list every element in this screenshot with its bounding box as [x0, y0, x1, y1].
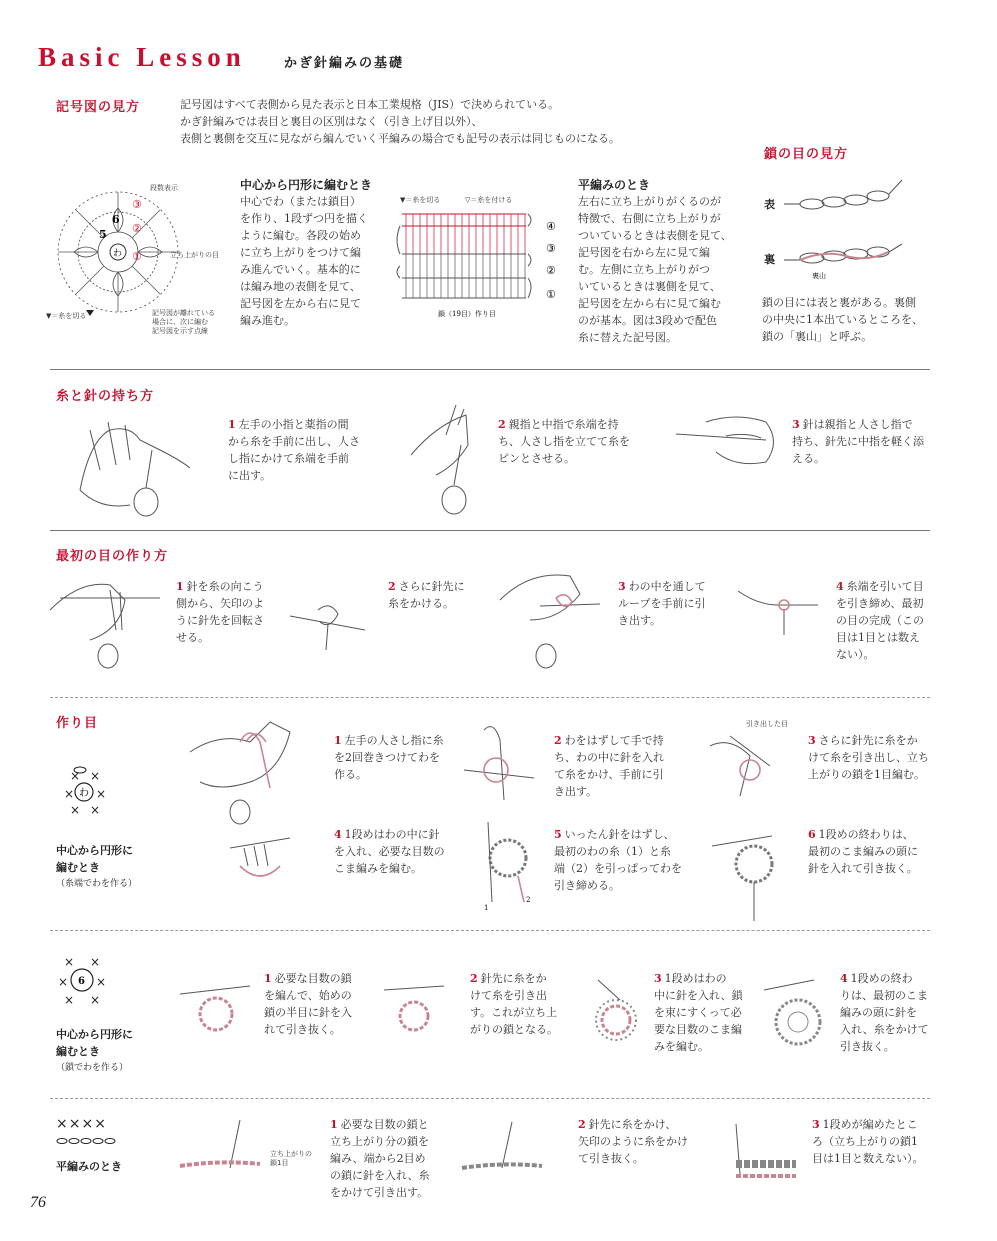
step-number: 4 [334, 828, 342, 841]
step-number: 3 [654, 972, 662, 985]
step-line: わの中を通して [628, 580, 706, 593]
step-number: 3 [792, 418, 800, 431]
chain-row-symbol [56, 1138, 116, 1144]
round-number: 6 [112, 213, 120, 226]
step-line: の鎖に針を入れ、糸 [330, 1169, 430, 1182]
foundation-illustration-6 [712, 826, 792, 921]
label-line: 編むとき [56, 861, 100, 874]
label-line: 中心から円形に [56, 844, 133, 857]
ring-yarn-label [56, 842, 137, 893]
step-line: 1段めはわの [664, 972, 727, 985]
ring-chain-symbol [52, 948, 118, 1014]
round-title: 中心から円形に編むとき [240, 178, 373, 192]
first-stitch-illustration-1 [50, 570, 170, 670]
step-number: 6 [808, 828, 816, 841]
step-line: 目は1目とは数え [836, 631, 920, 644]
step-line: 矢印のように糸をかけ [578, 1135, 688, 1148]
step-number: 2 [578, 1118, 586, 1131]
step-line: 針を糸の向こう [186, 580, 264, 593]
divider [50, 697, 930, 698]
chain-ring-illustration-1 [180, 972, 260, 1042]
divider [50, 530, 930, 531]
divider [50, 930, 930, 931]
step-line: 針は親指と人さし指で [802, 418, 913, 431]
first-step-1 [176, 578, 276, 646]
step-line: 針先に糸をか [480, 972, 547, 985]
holding-step-2 [498, 416, 658, 467]
chain-heading: 鎖の目の見方 [764, 147, 849, 162]
chain-illustration [784, 180, 914, 280]
step-line: 1段めの終わ [850, 972, 913, 985]
flat-symbol: ×××× [56, 1116, 107, 1132]
flat-illustration-2 [462, 1122, 572, 1182]
text-line: 鎖の目には表と裏がある。裏側 [762, 296, 916, 309]
holding-step-3 [792, 416, 942, 467]
round-number: 5 [99, 228, 107, 241]
step-line: ない）。 [836, 648, 875, 661]
step-line: こま編みを編む。 [334, 862, 422, 875]
step-line: りは、最初のこま [840, 989, 928, 1002]
step-line: を2回巻きつけてわを [334, 751, 440, 764]
text-line: 左右に立ち上がりがくるのが [578, 195, 721, 208]
ring-yarn-step-4 [334, 826, 464, 877]
foundation-illustration-3 [710, 726, 800, 816]
svg-text:×: × [90, 955, 101, 969]
thread-label: 1 [484, 904, 489, 912]
step-line: 中に針を入れ、鎖 [654, 989, 743, 1002]
first-step-4 [836, 578, 946, 663]
step-line: て糸をかけ、手前に引 [554, 768, 664, 781]
step-line: をかけて引き出す。 [330, 1186, 429, 1199]
svg-text:×: × [70, 803, 81, 817]
text-line: いているときは裏側を見て、 [578, 280, 721, 293]
step-line: せる。 [176, 631, 209, 644]
step-line: 左手の小指と薬指の間 [238, 418, 349, 431]
svg-text:×: × [96, 975, 107, 989]
flat-step-1 [330, 1116, 470, 1201]
step-line: から糸を手前に出し、人さ [228, 435, 360, 448]
step-line: 編み、端から2目め [330, 1152, 426, 1165]
ring-center-label: わ [79, 788, 89, 799]
step-line: 持ち、針先に中指を軽く添 [792, 435, 924, 448]
step-line: 針を入れて引き抜く。 [808, 862, 918, 875]
step-line: 側から、矢印のよ [176, 597, 264, 610]
step-line: さらに針先に糸をか [818, 734, 918, 747]
flat-step-3 [812, 1116, 952, 1167]
note-line: 場合に、次に編む [152, 318, 208, 326]
cut-thread-icon [86, 310, 94, 316]
intro-line: 記号図はすべて表側から見た表示と日本工業規格（JIS）で決められている。 [180, 98, 560, 111]
step-line: 入れ、糸をかけて [840, 1023, 929, 1036]
step-line: さらに針先に [398, 580, 465, 593]
text-line: 中心でわ（または鎖目） [240, 195, 361, 208]
row-number: ③ [546, 242, 556, 255]
text-line: 編み進む。 [240, 314, 295, 327]
ring-center-label: 6 [78, 976, 85, 987]
step-line: 端（2）を引っぱってわを [554, 862, 682, 875]
text-line: む。左側に立ち上がりがつ [578, 263, 710, 276]
round-number: ② [132, 222, 142, 235]
label-paren: （鎖でわを作る） [56, 1063, 129, 1073]
hook-hand-illustration [676, 412, 786, 472]
step-line: て引き抜く。 [578, 1152, 644, 1165]
legend-join: ▽＝糸を付ける [465, 196, 513, 204]
step-line: ち、人さし指を立てて糸を [498, 435, 630, 448]
note-line: 記号図を示す点線 [152, 327, 208, 335]
step-number: 1 [334, 734, 342, 747]
step-line: 引き抜く。 [840, 1040, 895, 1053]
svg-text:×: × [90, 769, 101, 783]
foundation-illustration-4 [230, 826, 310, 896]
ring-yarn-step-1 [334, 732, 464, 783]
text-line: 記号図を左から右に見て [240, 297, 361, 310]
flat-chart-diagram [398, 208, 568, 318]
note-line: 記号図が離れている [152, 309, 215, 317]
text-line: み進んでいく。基本的に [240, 263, 361, 276]
step-line: す。これが立ち上 [470, 1006, 558, 1019]
label-line: 立ち上がりの [270, 1150, 312, 1158]
step-number: 2 [388, 580, 396, 593]
step-line: 必要な目数の鎖 [274, 972, 352, 985]
step-line: ピンとさせる。 [498, 452, 575, 465]
hand-illustration [70, 410, 200, 520]
step-line: 1段めはわの中に針 [344, 828, 440, 841]
step-line: 目は1目と数えない）。 [812, 1152, 924, 1165]
step-line: いったん針をはずし、 [564, 828, 675, 841]
svg-text:×: × [64, 955, 75, 969]
text-line: 糸に替えた記号図。 [578, 331, 677, 344]
text-line: 記号図を右から左に見て編 [578, 246, 710, 259]
text-line: ついているときは表側を見て、 [578, 229, 732, 242]
round-text [240, 193, 390, 329]
step-line: き出す。 [554, 785, 598, 798]
label-paren: （糸端でわを作る） [56, 879, 138, 889]
page-title: Basic Lesson [38, 42, 246, 72]
foundation-label: 鎖（19目）作り目 [438, 310, 496, 318]
step-number: 3 [618, 580, 626, 593]
holding-step-1 [228, 416, 388, 484]
first-stitch-illustration-3 [500, 570, 610, 670]
step-line: 上がりの鎖を1目編む。 [808, 768, 925, 781]
divider [50, 369, 930, 370]
step-line: 最初のこま編みの頭に [808, 845, 918, 858]
section-heading-first-stitch: 最初の目の作り方 [56, 549, 169, 564]
row-number: ② [546, 264, 556, 277]
flat-label: 平編みのとき [56, 1160, 122, 1173]
label-dotted-note [152, 309, 215, 336]
svg-text:×: × [58, 975, 69, 989]
step-line: える。 [792, 452, 825, 465]
foundation-illustration-5 [478, 822, 548, 912]
step-number: 2 [498, 418, 506, 431]
step-line: 糸をかける。 [388, 597, 454, 610]
step-line: 必要な目数の鎖と [340, 1118, 429, 1131]
step-number: 4 [836, 580, 844, 593]
section-heading-foundation: 作り目 [56, 716, 99, 731]
foundation-illustration-1 [190, 712, 320, 822]
text-line: を作り、1段ずつ円を描く [240, 212, 368, 225]
step-line: き出す。 [618, 614, 662, 627]
step-line: うに針先を回転さ [176, 614, 264, 627]
label-row-number: 段数表示 [150, 184, 178, 192]
label-line: 中心から円形に [56, 1028, 133, 1041]
text-line: のが基本。図は3段めで配色 [578, 314, 717, 327]
text-line: 記号図を左から右に見て編む [578, 297, 721, 310]
step-line: けて糸を引き出し、立ち [808, 751, 929, 764]
step-line: 作る。 [334, 768, 367, 781]
row-number: ① [546, 288, 556, 301]
step-line: 編みの頭に針を [840, 1006, 917, 1019]
ring-yarn-step-2 [554, 732, 694, 800]
step-number: 1 [228, 418, 236, 431]
page-subtitle: かぎ針編みの基礎 [284, 56, 405, 71]
text-line: に立ち上がりをつけて編 [240, 246, 361, 259]
back-bump-label: 裏山 [812, 272, 826, 280]
label-cut-thread: ▼＝糸を切る [46, 312, 87, 320]
label-standing-stitch: 立ち上がりの目 [170, 251, 219, 259]
label-line: 編むとき [56, 1045, 100, 1058]
step-line: 1段めが編めたとこ [822, 1118, 918, 1131]
ring-chain-step-1 [264, 970, 384, 1038]
chain-front-label: 表 [764, 198, 775, 211]
ring-yarn-step-6 [808, 826, 948, 877]
step-number: 2 [470, 972, 478, 985]
first-stitch-illustration-2 [290, 590, 370, 650]
first-step-2 [388, 578, 498, 612]
step-number: 5 [554, 828, 562, 841]
step-line: けて糸を引き出 [470, 989, 547, 1002]
intro-line: 表側と裏側を交互に見ながら編んでいく平編みの場合でも記号の表示は同じものになる。 [180, 132, 620, 145]
step-line: 要な目数のこま編 [654, 1023, 742, 1036]
step-line: 親指と中指で糸端を持 [508, 418, 619, 431]
step-line: を入れ、必要な目数の [334, 845, 445, 858]
step-line: わをはずして手で持 [564, 734, 664, 747]
step-line: を引き締め、最初 [836, 597, 924, 610]
ring-chain-step-3 [654, 970, 764, 1055]
text-line: 特徴で、右側に立ち上がりが [578, 212, 721, 225]
step-line: みを編む。 [654, 1040, 709, 1053]
hand-illustration [406, 405, 496, 520]
step-line: し指にかけて糸端を手前 [228, 452, 349, 465]
ring-yarn-symbol [56, 762, 116, 822]
svg-text:×: × [96, 787, 107, 801]
row-number: ④ [546, 220, 556, 233]
first-stitch-illustration-4 [738, 585, 818, 635]
step-number: 3 [808, 734, 816, 747]
step-number: 1 [176, 580, 184, 593]
step-line: 1段めの終わりは、 [818, 828, 914, 841]
svg-text:×: × [90, 993, 101, 1007]
flat-illustration-3 [716, 1124, 816, 1184]
intro-line: かぎ針編みでは表目と裏目の区別はなく（引き上げ目以外）、 [180, 115, 483, 128]
stand-chain-label [270, 1150, 312, 1168]
step-line: 引き締める。 [554, 879, 620, 892]
step-number: 4 [840, 972, 848, 985]
step-line: ループを手前に引 [618, 597, 706, 610]
chain-back-label: 裏 [764, 253, 775, 266]
flat-step-2 [578, 1116, 718, 1167]
flat-text [578, 193, 738, 346]
step-line: に出す。 [228, 469, 272, 482]
step-line: 針先に糸をかけ、 [588, 1118, 677, 1131]
step-number: 1 [330, 1118, 338, 1131]
step-line: を編んで、始めの [264, 989, 352, 1002]
step-line: の目の完成（この [836, 614, 924, 627]
text-line: は編み地の表側を見て、 [240, 280, 361, 293]
svg-text:×: × [64, 787, 75, 801]
chain-ring-illustration-4 [764, 976, 834, 1056]
ring-chain-step-4 [840, 970, 950, 1055]
pulled-stitch-label: 引き出した目 [746, 720, 788, 728]
page-number: 76 [30, 1194, 46, 1211]
step-line: 鎖の半目に針を入 [264, 1006, 352, 1019]
round-number: ③ [132, 198, 142, 211]
step-number: 1 [264, 972, 272, 985]
flat-title: 平編みのとき [578, 178, 651, 192]
step-line: れて引き抜く。 [264, 1023, 341, 1036]
text-line: の中央に1本出ているところを、 [762, 313, 923, 326]
chain-text [762, 294, 942, 345]
step-number: 3 [812, 1118, 820, 1131]
step-line: 最初のわの糸（1）と糸 [554, 845, 671, 858]
step-line: がりの鎖となる。 [470, 1023, 558, 1036]
text-line: ように編む。各段の始め [240, 229, 361, 242]
section-heading-symbols: 記号図の見方 [56, 100, 141, 115]
ring-chain-step-2 [470, 970, 590, 1038]
first-step-3 [618, 578, 728, 629]
foundation-illustration-2 [464, 720, 544, 810]
step-line: 糸端を引いて目 [846, 580, 924, 593]
ring-yarn-step-5 [554, 826, 694, 894]
step-line: 左手の人さし指に糸 [344, 734, 444, 747]
thread-label: 2 [526, 896, 531, 904]
ring-chain-label [56, 1026, 133, 1077]
chain-ring-illustration-2 [384, 976, 454, 1046]
chain-ring-illustration-3 [590, 980, 650, 1050]
step-line: 立ち上がり分の鎖を [330, 1135, 429, 1148]
divider [50, 1098, 930, 1099]
ring-yarn-step-3 [808, 732, 948, 783]
label-line: 鎖1目 [270, 1159, 289, 1167]
legend-cut: ▼＝糸を切る [400, 196, 441, 204]
text-line: 鎖の「裏山」と呼ぶ。 [762, 330, 873, 343]
symbols-intro [180, 96, 740, 147]
round-number: ① [132, 250, 142, 263]
chart-center-label: わ [113, 249, 123, 259]
svg-text:×: × [64, 993, 75, 1007]
step-line: ち、わの中に針を入れ [554, 751, 664, 764]
svg-text:×: × [90, 803, 101, 817]
step-number: 2 [554, 734, 562, 747]
step-line: ろ（立ち上がりの鎖1 [812, 1135, 918, 1148]
svg-text:×: × [70, 769, 81, 783]
step-line: を束にすくって必 [654, 1006, 742, 1019]
section-heading-holding: 糸と針の持ち方 [56, 389, 155, 404]
